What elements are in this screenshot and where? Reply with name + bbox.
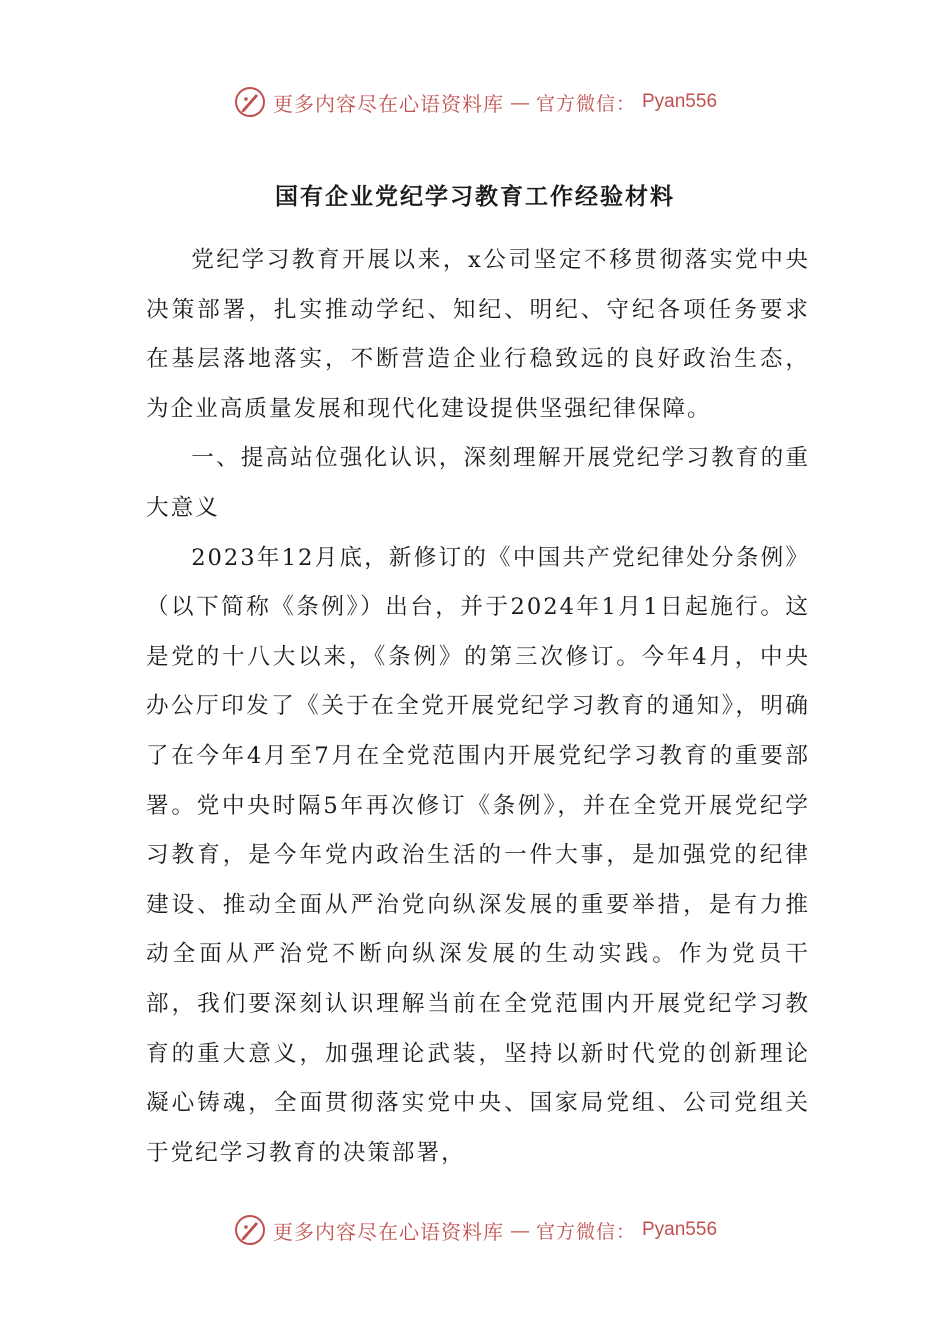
watermark-wechat-id: Pyan556 (642, 91, 718, 112)
quill-logo-icon (233, 85, 267, 119)
section-heading-1: 一、提高站位强化认识，深刻理解开展党纪学习教育的重大意义 (146, 445, 810, 521)
footer-watermark (0, 1210, 950, 1250)
paragraph-section-1: 2023年12月底，新修订的《中国共产党纪律处分条例》（以下简称《条例》）出台，并于2024年1月1日起施行。这是党的十八大以来，《条例》的第三次修订。今年4月，中央办公厅印发了《关于在全党开展党纪学习教育的通知》，明确了在今年4月至7月在全党范围内开展党纪学习教育的重要部署。党中央时隔5年再次修订《条例》，并在全党开展党纪学习教育，是今年党内政治生活的一件大事，是加强党的纪律建设、推动全面从严治党向纵深发展的重要举措，是有力推动全面从严治党不断向纵深发展的生动实践。作为党员干部，我们要深刻认识理解当前在全党范围内开展党纪学习教育的重大意义，加强理论武装，坚持以新时代党的创新理论凝心铸魂，全面贯彻落实党中央、国家局党组、公司党组关于党纪学习教育的决策部署， (146, 544, 810, 1166)
watermark-main-text: 更多内容尽在心语资料库 (272, 1219, 504, 1244)
quill-logo-icon (233, 1213, 267, 1247)
watermark-dash: — (509, 90, 530, 114)
watermark-dash: — (509, 1218, 530, 1242)
watermark-inner (233, 85, 717, 119)
header-watermark (0, 82, 950, 122)
document-title: 国有企业党纪学习教育工作经验材料 (275, 183, 675, 210)
document-body (146, 236, 810, 1178)
watermark-sub-text: 官方微信： (535, 92, 636, 115)
watermark-inner (233, 1213, 717, 1247)
watermark-sub-text: 官方微信： (535, 1220, 636, 1243)
watermark-wechat-id: Pyan556 (642, 1219, 718, 1240)
watermark-main-text: 更多内容尽在心语资料库 (272, 91, 504, 116)
paragraph-intro: 党纪学习教育开展以来，x公司坚定不移贯彻落实党中央决策部署，扎实推动学纪、知纪、明纪、守纪各项任务要求在基层落地落实，不断营造企业行稳致远的良好政治生态，为企业高质量发展和现代化建设提供坚强纪律保障。 (146, 247, 810, 422)
